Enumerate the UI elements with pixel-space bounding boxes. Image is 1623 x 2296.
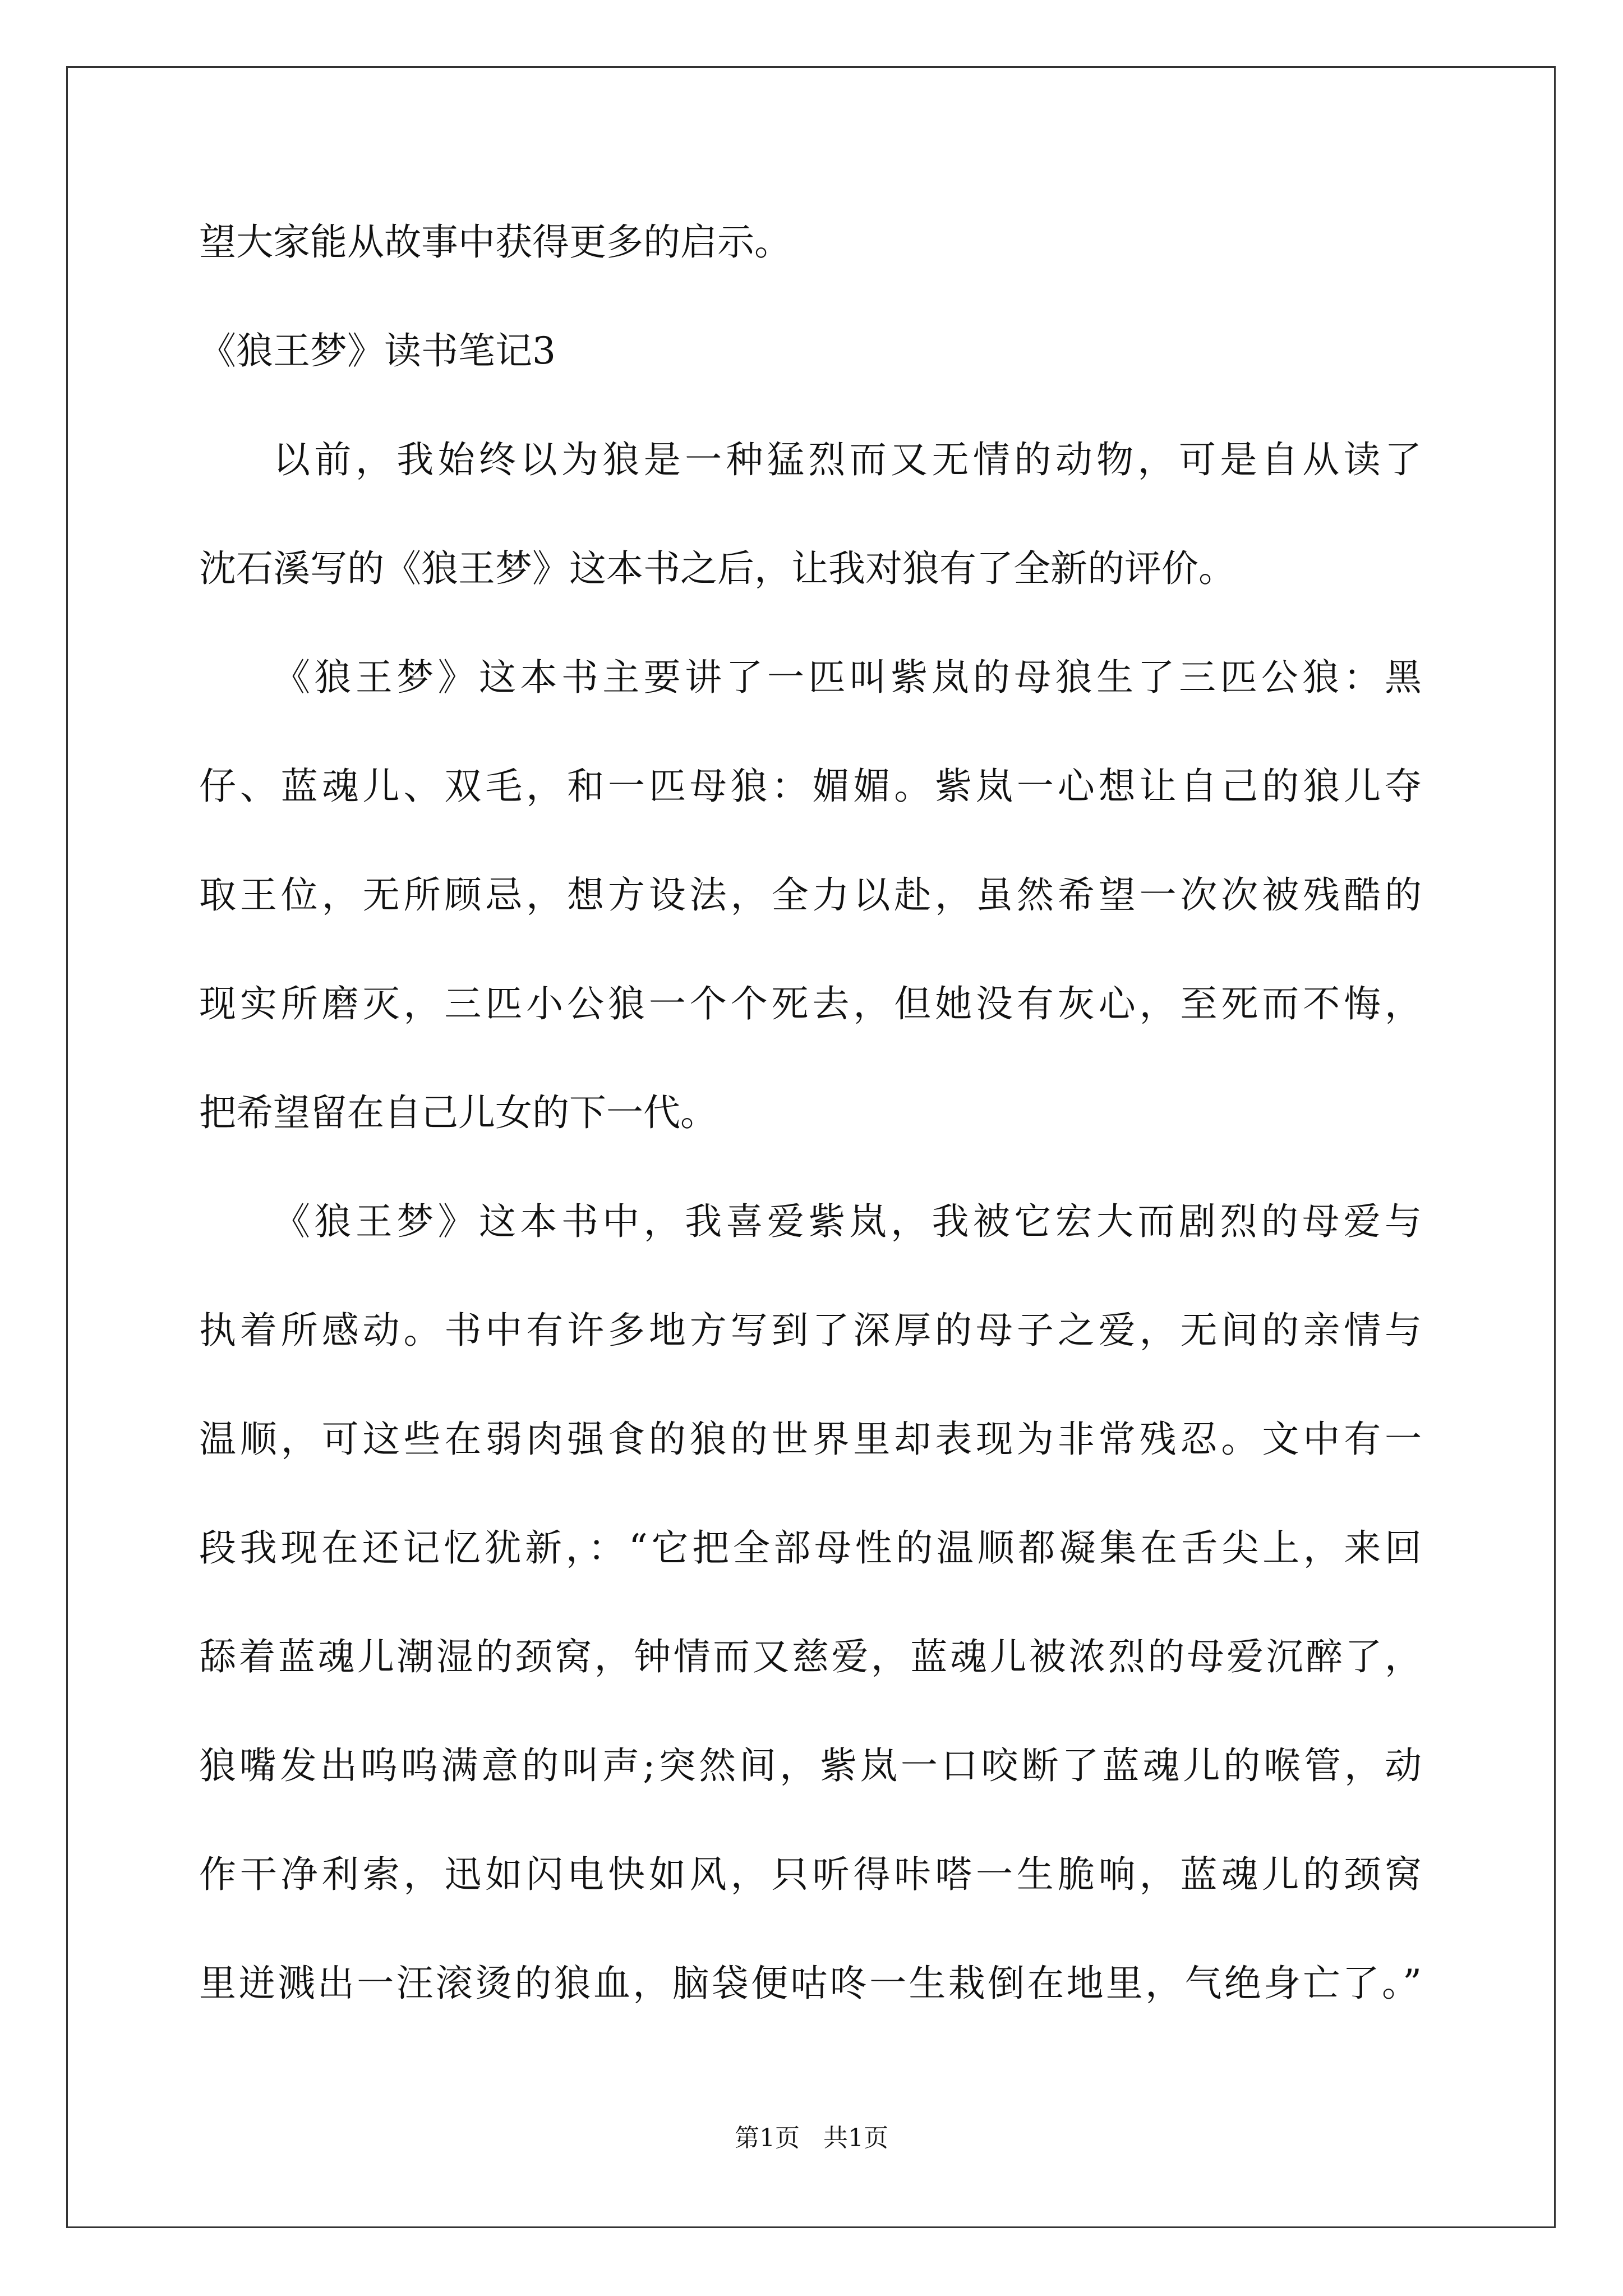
- text-line: 舔着蓝魂儿潮湿的颈窝，钟情而又慈爱，蓝魂儿被浓烈的母爱沉醉了，: [199, 1635, 1422, 1678]
- text-line: 取王位，无所顾忌，想方设法，全力以赴，虽然希望一次次被残酷的: [199, 873, 1422, 917]
- page-footer: [0, 2122, 1623, 2155]
- text-line: 《狼王梦》这本书中，我喜爱紫岚，我被它宏大而剧烈的母爱与: [273, 1200, 1422, 1243]
- text-line: 沈石溪写的《狼王梦》这本书之后，让我对狼有了全新的评价。: [199, 547, 1235, 590]
- text-line: 《狼王梦》这本书主要讲了一匹叫紫岚的母狼生了三匹公狼：黑: [273, 656, 1422, 699]
- page-total: 共1页: [823, 2124, 888, 2152]
- section-title: 《狼王梦》读书笔记3: [199, 329, 556, 372]
- text-line: 段我现在还记忆犹新，：“它把全部母性的温顺都凝集在舌尖上，来回: [199, 1526, 1422, 1570]
- text-line: 望大家能从故事中获得更多的启示。: [199, 220, 791, 264]
- text-line: 把希望留在自己儿女的下一代。: [199, 1091, 717, 1134]
- text-line: 狼嘴发出呜呜满意的叫声;突然间，紫岚一口咬断了蓝魂儿的喉管，动: [199, 1744, 1422, 1787]
- document-body: [199, 213, 1422, 2063]
- text-line: 现实所磨灭，三匹小公狼一个个死去，但她没有灰心，至死而不悔，: [199, 982, 1422, 1025]
- text-line: 温顺，可这些在弱肉强食的狼的世界里却表现为非常残忍。文中有一: [199, 1418, 1422, 1461]
- page-number: 第1页: [735, 2124, 800, 2152]
- text-line: 执着所感动。书中有许多地方写到了深厚的母子之爱，无间的亲情与: [199, 1309, 1422, 1352]
- text-line: 里迸溅出一汪滚烫的狼血，脑袋便咕咚一生栽倒在地里，气绝身亡了。”: [199, 1962, 1422, 2005]
- text-line: 作干净利索，迅如闪电快如风，只听得咔嗒一生脆响，蓝魂儿的颈窝: [199, 1853, 1422, 1896]
- text-line: 仔、蓝魂儿、双毛，和一匹母狼：媚媚。紫岚一心想让自己的狼儿夺: [199, 765, 1422, 808]
- text-line: 以前，我始终以为狼是一种猛烈而又无情的动物，可是自从读了: [273, 438, 1422, 481]
